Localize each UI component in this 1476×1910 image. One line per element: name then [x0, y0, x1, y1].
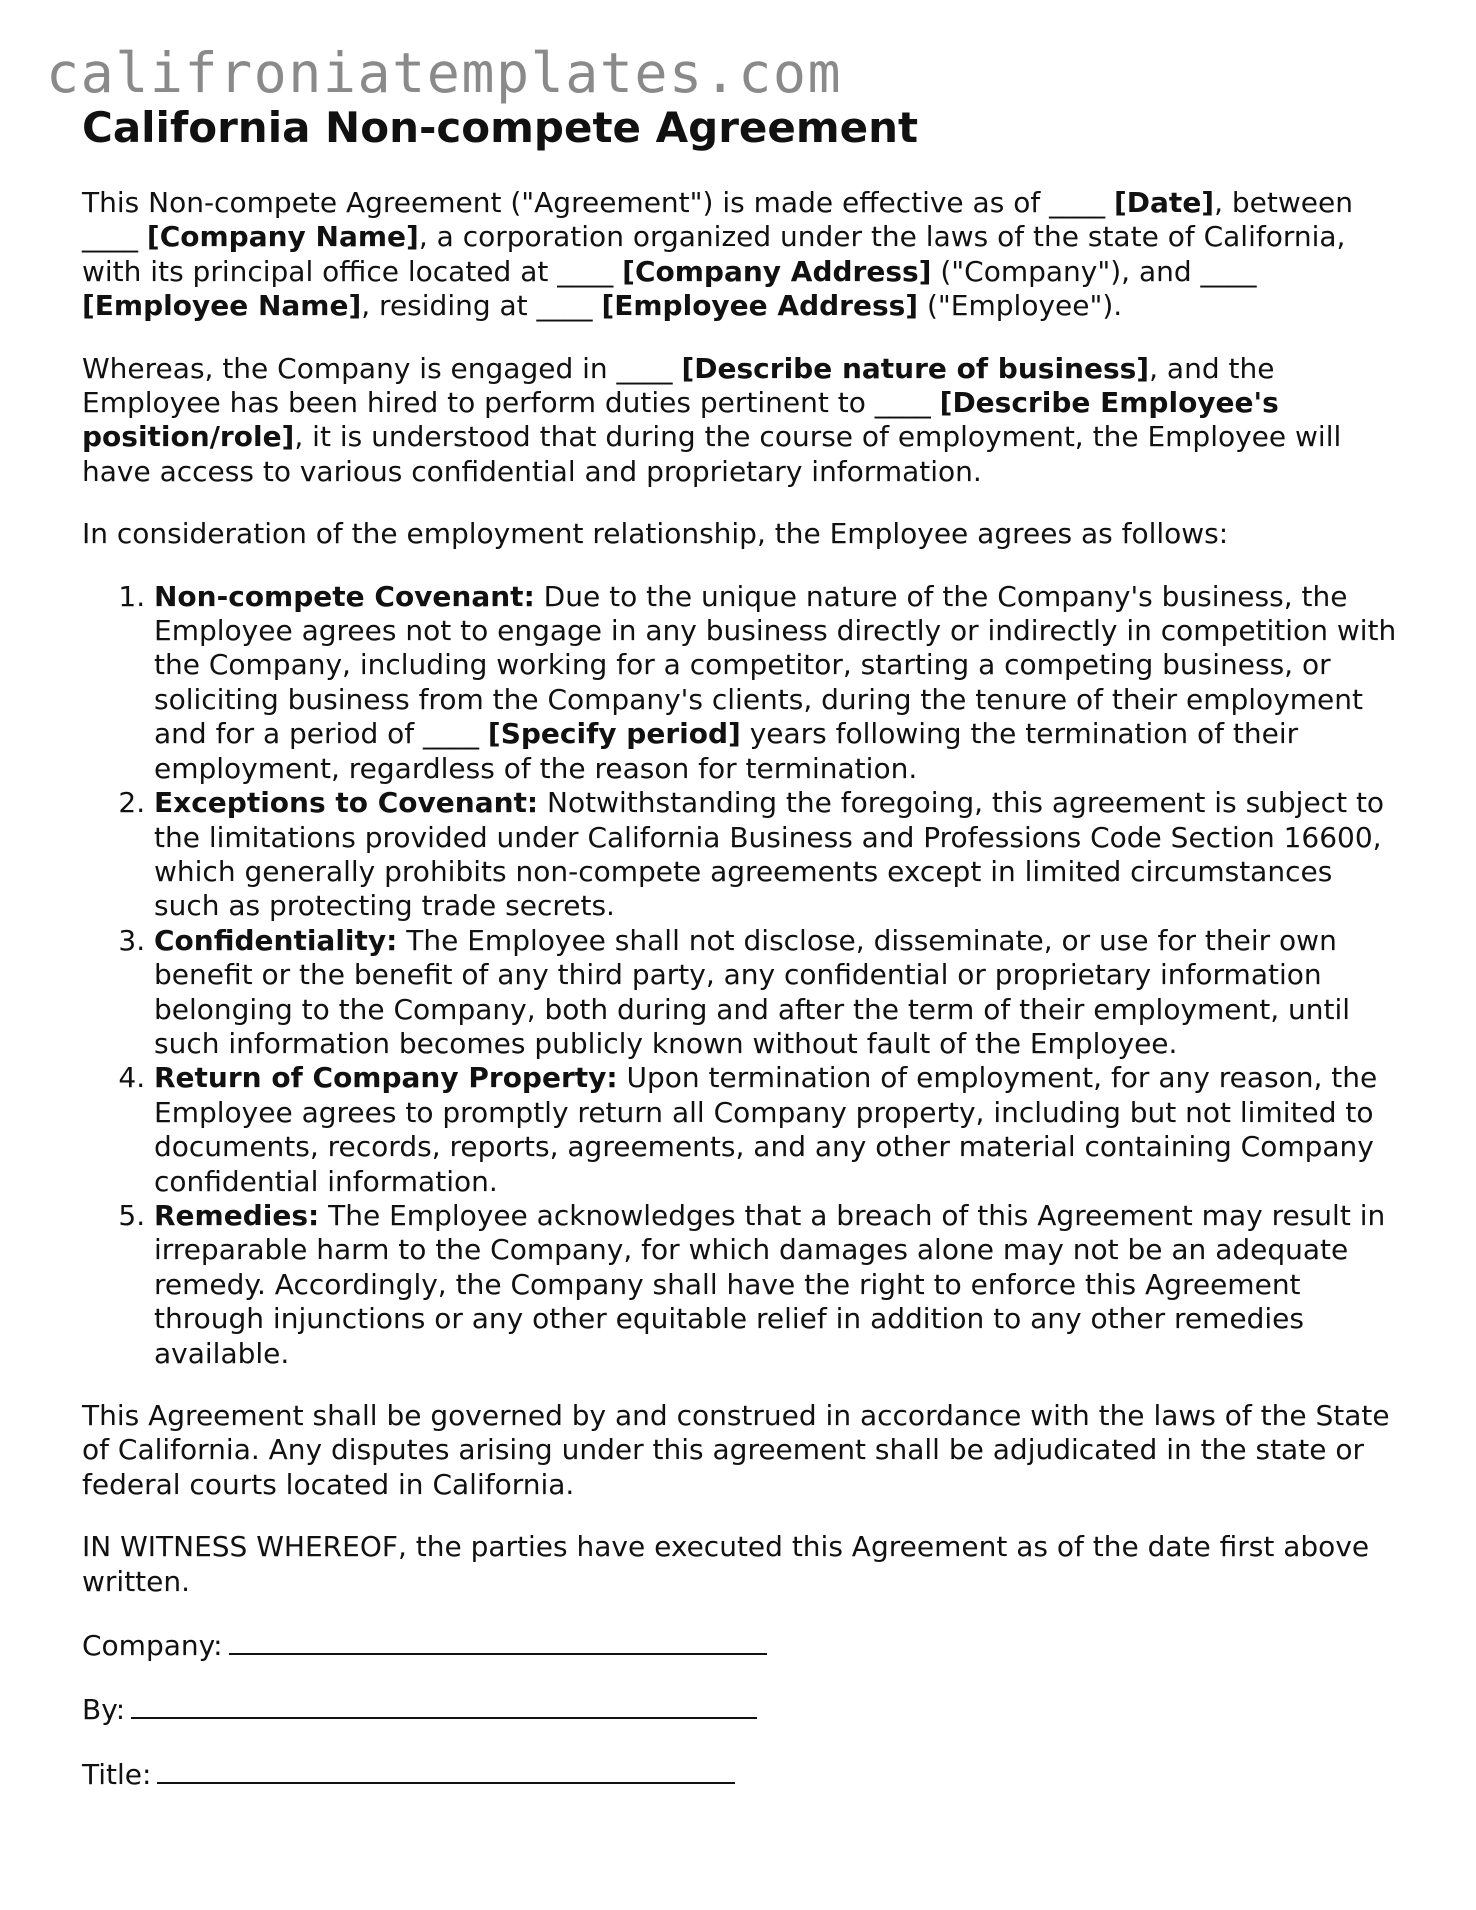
employee-address-placeholder: [Employee Address]: [601, 289, 919, 323]
employee-role-placeholder: [Describe Employee's position/role]: [82, 386, 1279, 454]
clause-heading: Exceptions to Covenant:: [154, 786, 539, 820]
clause-list: [82, 580, 1402, 1371]
watermark: califroniatemplates.com: [46, 41, 843, 105]
clause-heading: Non-compete Covenant:: [154, 579, 535, 613]
whereas-paragraph: Whereas, the Company is engaged in ____ [Describe nature of business], and the Employee has been hired to perform duties pertinent to ____ [Describe Employee's position/role], it is understood that during the course of employment, the Employee will have access to various confidential and proprietary information.: [82, 351, 1342, 488]
clause-item: 5. Remedies: The Employee acknowledges that a breach of this Agreement may result in irreparable harm to the Company, for which damages alone may not be an adequate remedy. Accordingly, the Company shall have the right to enforce this Agreement through injunctions or any other equitable relief in addition to any other remedies available.: [154, 1199, 1402, 1371]
clause-heading: Confidentiality:: [154, 923, 398, 957]
governing-law-paragraph: This Agreement shall be governed by and construed in accordance with the laws of the State of California. Any disputes arising under this agreement shall be adjudicated in the state or federal courts located in California.: [82, 1399, 1390, 1501]
signature-title-label: Title:: [82, 1757, 152, 1791]
clause-item: 2. Exceptions to Covenant: Notwithstanding the foregoing, this agreement is subject to the limitations provided under California Business and Professions Code Section 16600, which generally prohibits non-compete agreements except in limited circumstances such as protecting trade secrets.: [154, 786, 1402, 924]
signature-by-line[interactable]: [131, 1691, 757, 1719]
signature-by: [82, 1691, 1402, 1727]
employee-name-placeholder: [Employee Name]: [82, 289, 362, 323]
intro-paragraph: This Non-compete Agreement ("Agreement") is made effective as of ____ [Date], between ____ [Company Name], a corporation organized under the laws of the state of California, with its principal office located at ____ [Company Address] ("Company"), and ____ [Employee Name], residing at ____ [Employee Address] ("Employee").: [82, 186, 1353, 323]
document-body: [82, 186, 1402, 1820]
signature-title-line[interactable]: [157, 1756, 735, 1784]
period-placeholder: [Specify period]: [487, 717, 741, 751]
signature-company-line[interactable]: [229, 1627, 767, 1655]
date-placeholder: [Date]: [1114, 186, 1215, 219]
clause-heading: Return of Company Property:: [154, 1061, 618, 1095]
clause-item: 3. Confidentiality: The Employee shall not disclose, disseminate, or use for their own benefit or the benefit of any third party, any confidential or proprietary information belonging to the Company, both during and after the term of their employment, until such information becomes publicly known without fault of the Employee.: [154, 924, 1402, 1062]
company-name-placeholder: [Company Name]: [146, 220, 419, 254]
signature-title: [82, 1756, 1402, 1792]
company-address-placeholder: [Company Address]: [622, 254, 932, 288]
document-title: California Non-compete Agreement: [82, 103, 919, 152]
signature-by-label: By:: [82, 1693, 126, 1727]
signature-company: [82, 1627, 1402, 1663]
business-nature-placeholder: [Describe nature of business]: [681, 351, 1150, 385]
consideration-paragraph: In consideration of the employment relationship, the Employee agrees as follows:: [82, 517, 1229, 551]
witness-paragraph: IN WITNESS WHEREOF, the parties have executed this Agreement as of the date first above written.: [82, 1530, 1370, 1598]
clause-item: 1. Non-compete Covenant: Due to the unique nature of the Company's business, the Employee agrees not to engage in any business directly or indirectly in competition with the Company, including working for a competitor, starting a competing business, or soliciting business from the Company's clients, during the tenure of their employment and for a period of ____ [Specify period] years following the termination of their employment, regardless of the reason for termination.: [154, 580, 1402, 786]
clause-heading: Remedies:: [154, 1198, 320, 1232]
signature-company-label: Company:: [82, 1629, 223, 1663]
clause-item: 4. Return of Company Property: Upon termination of employment, for any reason, the Employee agrees to promptly return all Company property, including but not limited to documents, records, reports, agreements, and any other material containing Company confidential information.: [154, 1061, 1402, 1199]
